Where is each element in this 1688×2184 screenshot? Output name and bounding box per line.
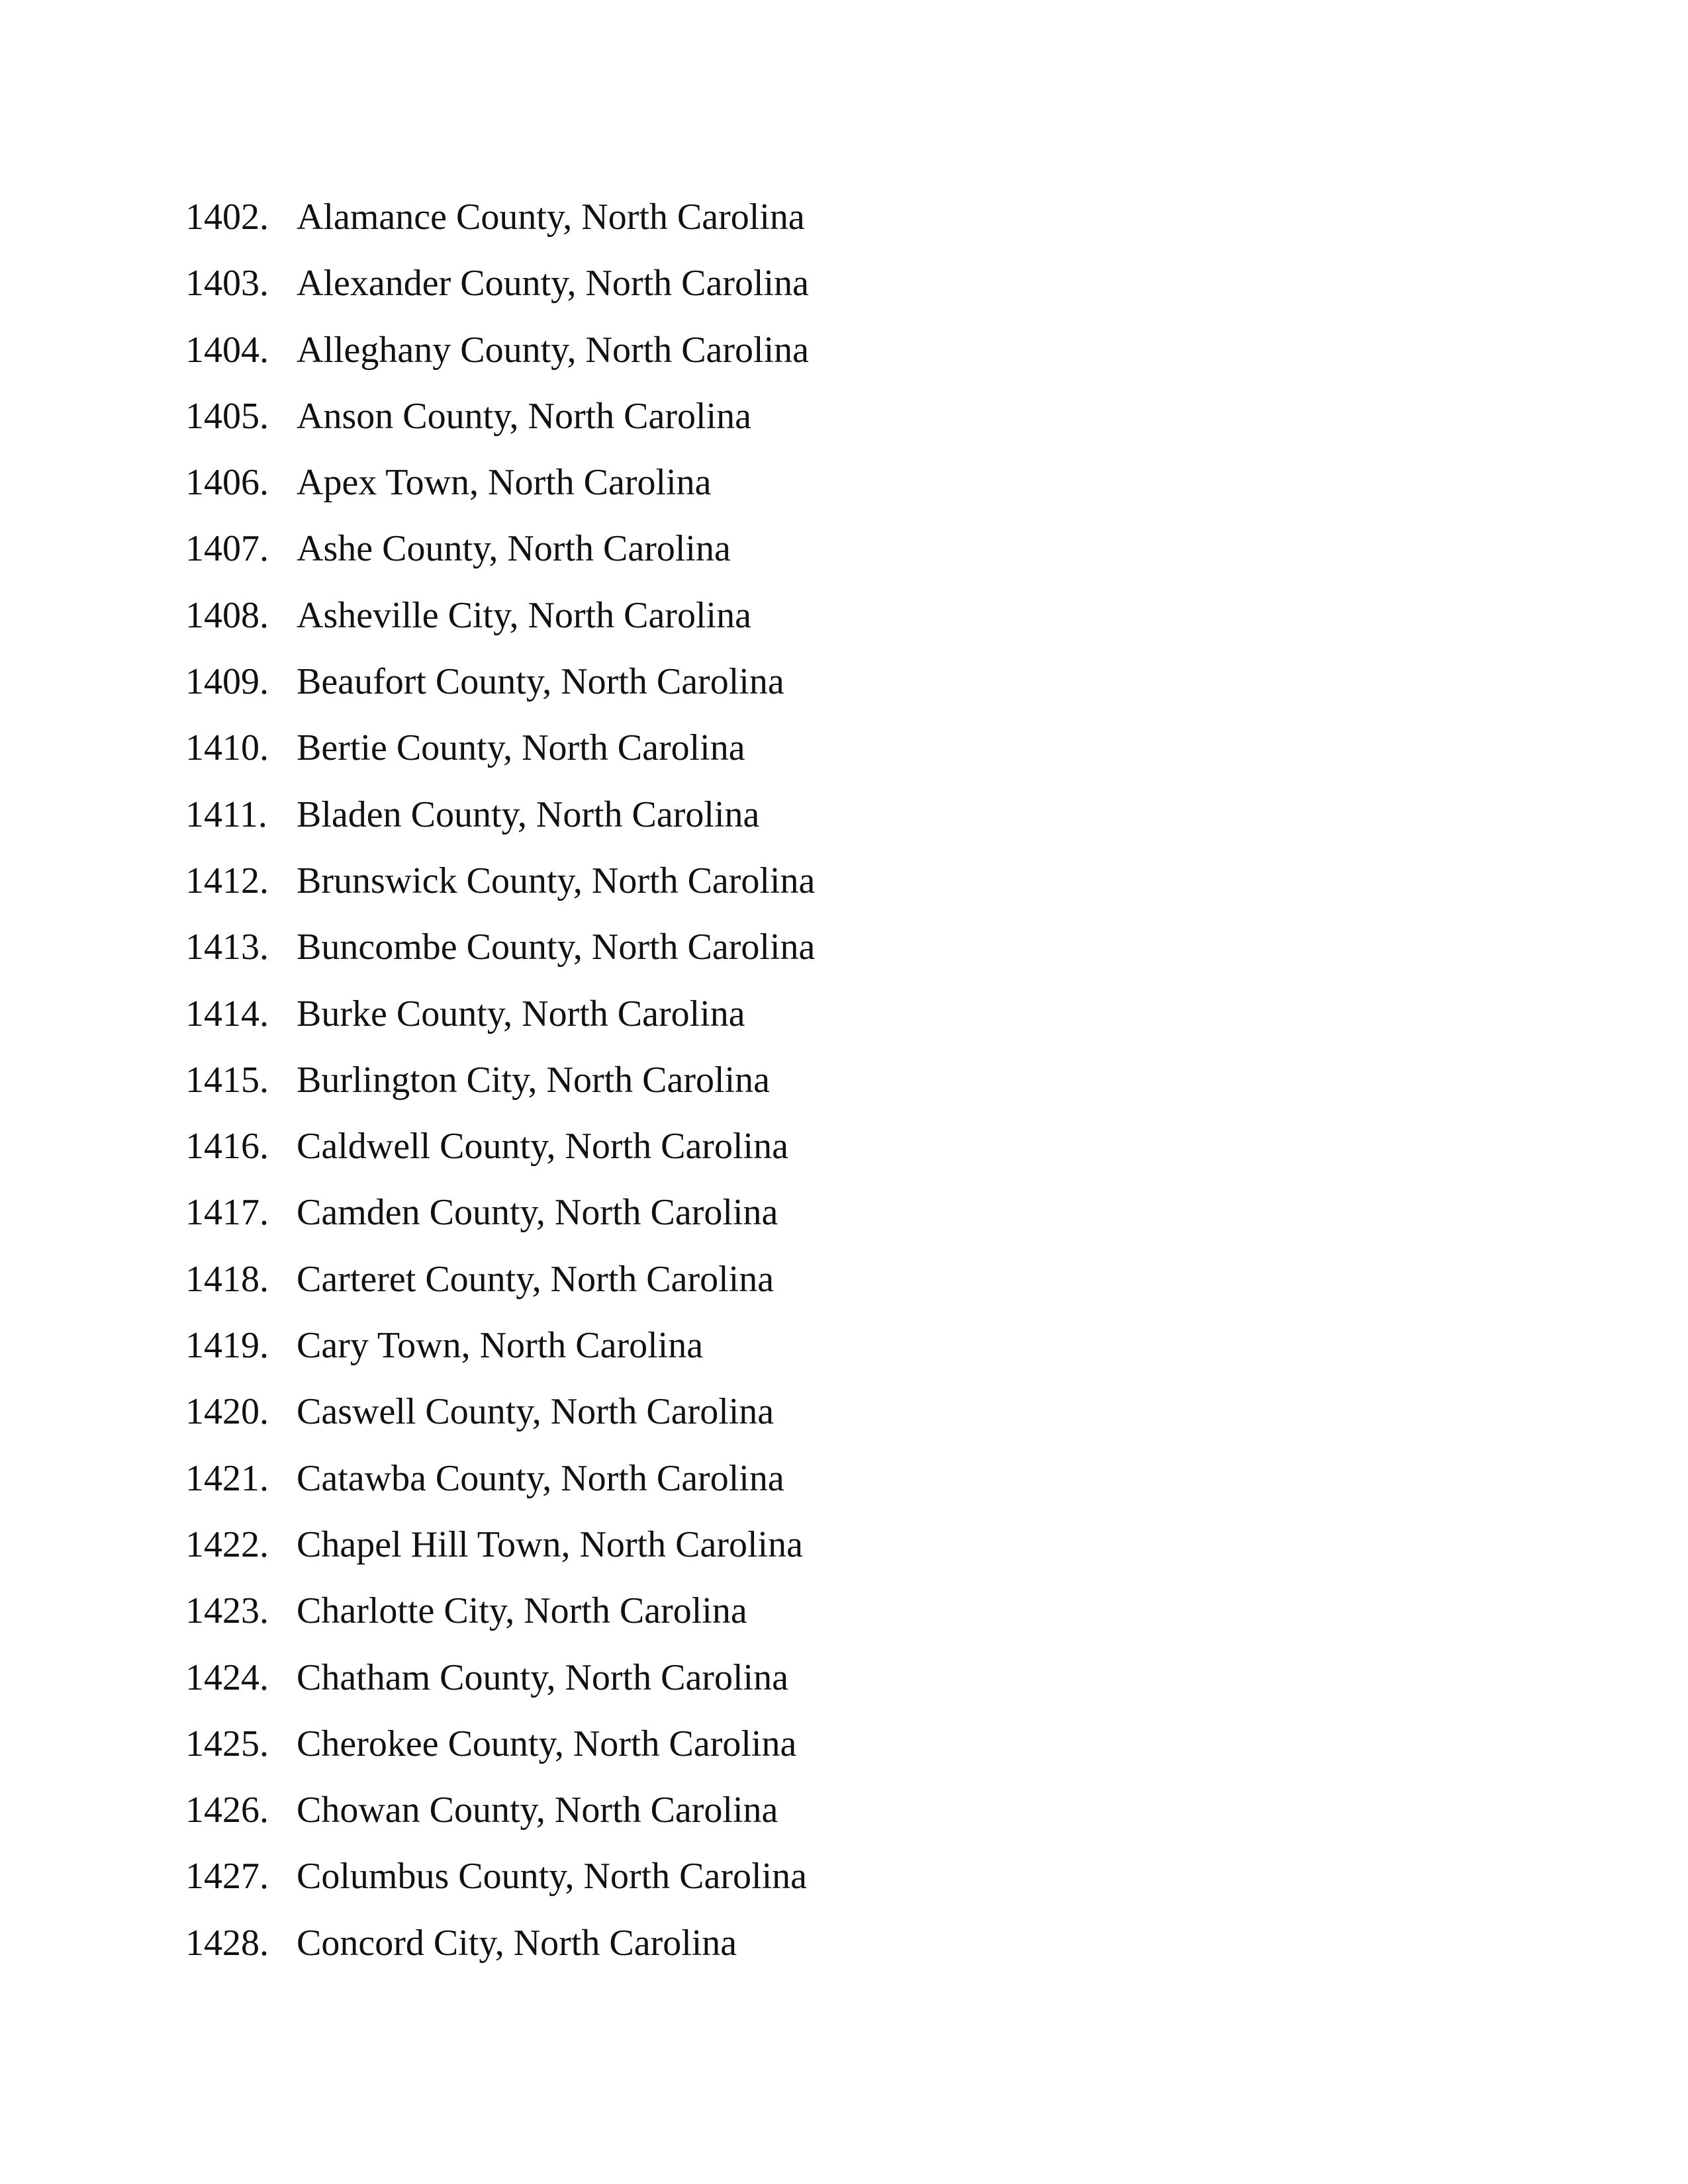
list-item [185,594,815,660]
list-item [185,329,815,395]
entry-number: 1427. [185,1856,269,1897]
entry-number: 1412. [185,860,269,901]
entry-number: 1405. [185,395,269,437]
list-item [185,395,815,461]
entry-number: 1416. [185,1126,269,1167]
entry-number: 1414. [185,993,269,1034]
list-item [185,1723,815,1789]
list-item [185,1191,815,1257]
entry-text: Chatham County, North Carolina [297,1657,788,1698]
list-item [185,1922,815,1988]
entry-number: 1404. [185,329,269,371]
entry-number: 1425. [185,1723,269,1764]
entry-number: 1422. [185,1524,269,1565]
entry-text: Chowan County, North Carolina [297,1790,778,1831]
entry-text: Catawba County, North Carolina [297,1457,784,1499]
list-item [185,794,815,860]
entry-number: 1407. [185,528,269,570]
entry-text: Carteret County, North Carolina [297,1258,774,1300]
entry-number: 1406. [185,462,269,504]
entry-text: Cary Town, North Carolina [297,1325,704,1367]
entry-text: Concord City, North Carolina [297,1922,737,1964]
entry-number: 1417. [185,1192,269,1234]
entry-number: 1408. [185,594,269,636]
entry-text: Alleghany County, North Carolina [297,329,810,371]
entry-number: 1423. [185,1590,269,1632]
entry-text: Burke County, North Carolina [297,993,745,1034]
entry-text: Brunswick County, North Carolina [297,860,816,901]
entry-text: Cherokee County, North Carolina [297,1723,797,1764]
entry-text: Columbus County, North Carolina [297,1856,808,1897]
entry-text: Bertie County, North Carolina [297,727,745,769]
entry-number: 1426. [185,1790,269,1831]
list-item [185,1059,815,1125]
list-item [185,1390,815,1457]
entry-number: 1413. [185,927,269,968]
list-item [185,860,815,926]
entry-list [185,196,815,1988]
entry-text: Caldwell County, North Carolina [297,1126,788,1167]
entry-text: Asheville City, North Carolina [297,594,751,636]
list-item [185,1855,815,1921]
list-item [185,196,815,262]
entry-number: 1419. [185,1325,269,1367]
entry-number: 1410. [185,727,269,769]
list-item [185,1590,815,1656]
entry-number: 1409. [185,661,269,703]
entry-number: 1402. [185,197,269,238]
list-item [185,926,815,992]
list-item [185,1258,815,1324]
list-item [185,1657,815,1723]
list-item [185,262,815,328]
entry-text: Beaufort County, North Carolina [297,661,784,703]
entry-number: 1403. [185,263,269,304]
entry-text: Camden County, North Carolina [297,1192,778,1234]
list-item [185,993,815,1059]
entry-number: 1428. [185,1922,269,1964]
entry-text: Buncombe County, North Carolina [297,927,816,968]
entry-text: Bladen County, North Carolina [297,794,760,835]
entry-text: Apex Town, North Carolina [297,462,712,504]
list-item [185,1457,815,1524]
list-item [185,1524,815,1590]
entry-number: 1418. [185,1258,269,1300]
list-item [185,527,815,594]
entry-text: Ashe County, North Carolina [297,528,731,570]
list-item [185,1324,815,1390]
list-item [185,660,815,727]
list-item [185,727,815,793]
entry-number: 1420. [185,1391,269,1433]
list-item [185,461,815,527]
entry-text: Chapel Hill Town, North Carolina [297,1524,803,1565]
entry-number: 1421. [185,1457,269,1499]
entry-text: Burlington City, North Carolina [297,1059,770,1101]
entry-text: Caswell County, North Carolina [297,1391,774,1433]
entry-text: Alexander County, North Carolina [297,263,809,304]
entry-text: Anson County, North Carolina [297,395,751,437]
list-item [185,1125,815,1191]
entry-text: Charlotte City, North Carolina [297,1590,747,1632]
entry-number: 1424. [185,1657,269,1698]
entry-number: 1415. [185,1059,269,1101]
entry-number: 1411. [185,794,267,835]
list-item [185,1789,815,1855]
entry-text: Alamance County, North Carolina [297,197,805,238]
